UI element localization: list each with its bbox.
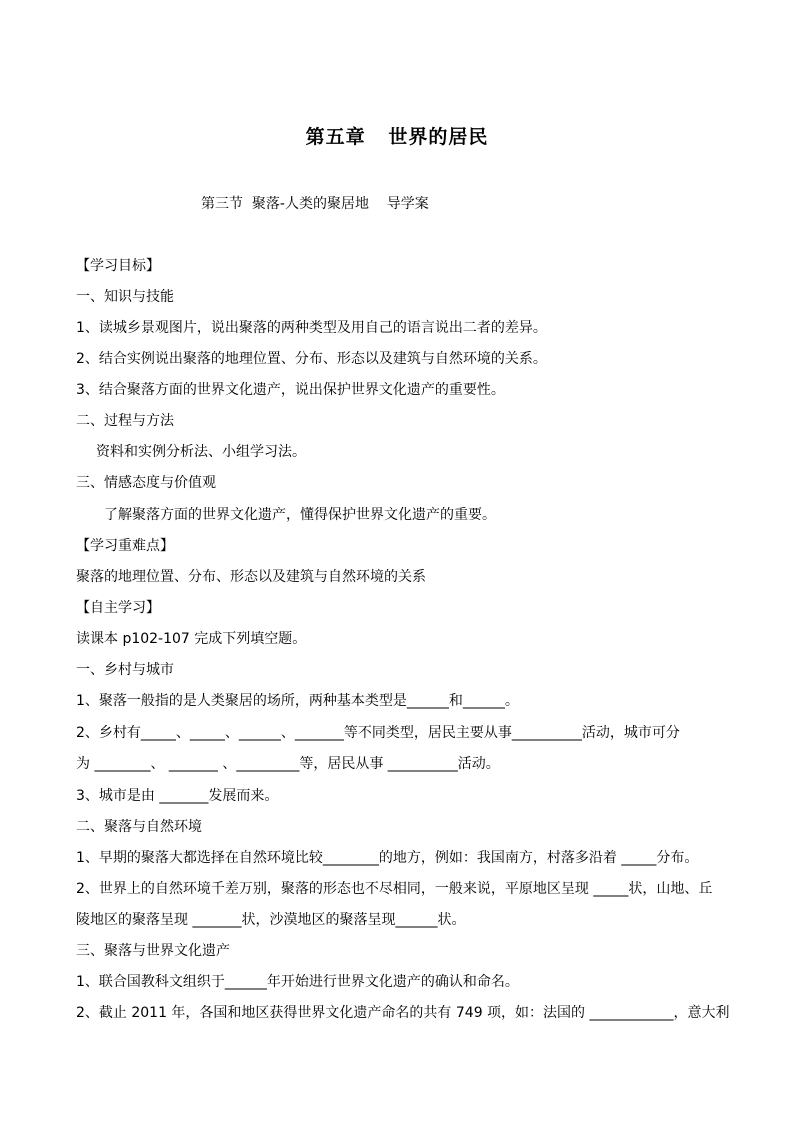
objective-item: 1、读城乡景观图片，说出聚落的两种类型及用自己的语言说出二者的差异。 (76, 320, 547, 336)
objective-item: 3、结合聚落方面的世界文化遗产，说出保护世界文化遗产的重要性。 (76, 382, 505, 398)
section-title: 第三节 聚落-人类的聚居地 导学案 (201, 196, 429, 212)
fill-blank-question: 2、乡村有_____、_____、______、_______等不同类型，居民主要从事__________活动，城市可分 (76, 725, 680, 741)
fill-blank-question: 2、世界上的自然环境千差万别，聚落的形态也不尽相同，一般来说，平原地区呈现 _____状，山地、丘 (76, 881, 713, 897)
fill-blank-question: 3、城市是由 _______发展而来。 (76, 788, 279, 804)
section-rural-urban: 一、乡村与城市 (76, 662, 174, 678)
subheading-knowledge-skills: 一、知识与技能 (76, 289, 174, 305)
fill-blank-question: 1、聚落一般指的是人类聚居的场所，两种基本类型是______和______。 (76, 693, 519, 709)
key-points-text: 聚落的地理位置、分布、形态以及建筑与自然环境的关系 (76, 569, 426, 585)
section-world-heritage: 三、聚落与世界文化遗产 (76, 943, 230, 959)
chapter-title: 第五章 世界的居民 (305, 126, 489, 148)
attitudes-text: 了解聚落方面的世界文化遗产，懂得保护世界文化遗产的重要。 (104, 507, 496, 523)
subheading-attitudes-values: 三、情感态度与价值观 (76, 475, 216, 491)
self-study-instruction: 读课本 p102-107 完成下列填空题。 (76, 631, 307, 647)
methods-text: 资料和实例分析法、小组学习法。 (96, 444, 306, 460)
heading-learning-objectives: 【学习目标】 (76, 258, 160, 274)
fill-blank-question-cont: 陵地区的聚落呈现 _______状，沙漠地区的聚落呈现______状。 (76, 912, 466, 928)
objective-item: 2、结合实例说出聚落的地理位置、分布、形态以及建筑与自然环境的关系。 (76, 351, 547, 367)
fill-blank-question-cont: 为 ________、 _______ 、_________等，居民从事 __________活动。 (76, 756, 500, 772)
fill-blank-question: 2、截止 2011 年，各国和地区获得世界文化遗产命名的共有 749 项，如：法国的 ____________，意大利 (76, 1005, 730, 1021)
section-settlement-environment: 二、聚落与自然环境 (76, 819, 202, 835)
fill-blank-question: 1、早期的聚落大都选择在自然环境比较________的地方，例如：我国南方，村落多沿着 _____分布。 (76, 850, 699, 866)
fill-blank-question: 1、联合国教科文组织于______年开始进行世界文化遗产的确认和命名。 (76, 974, 519, 990)
heading-key-points: 【学习重难点】 (76, 538, 174, 554)
subheading-process-methods: 二、过程与方法 (76, 413, 174, 429)
heading-self-study: 【自主学习】 (76, 600, 160, 616)
